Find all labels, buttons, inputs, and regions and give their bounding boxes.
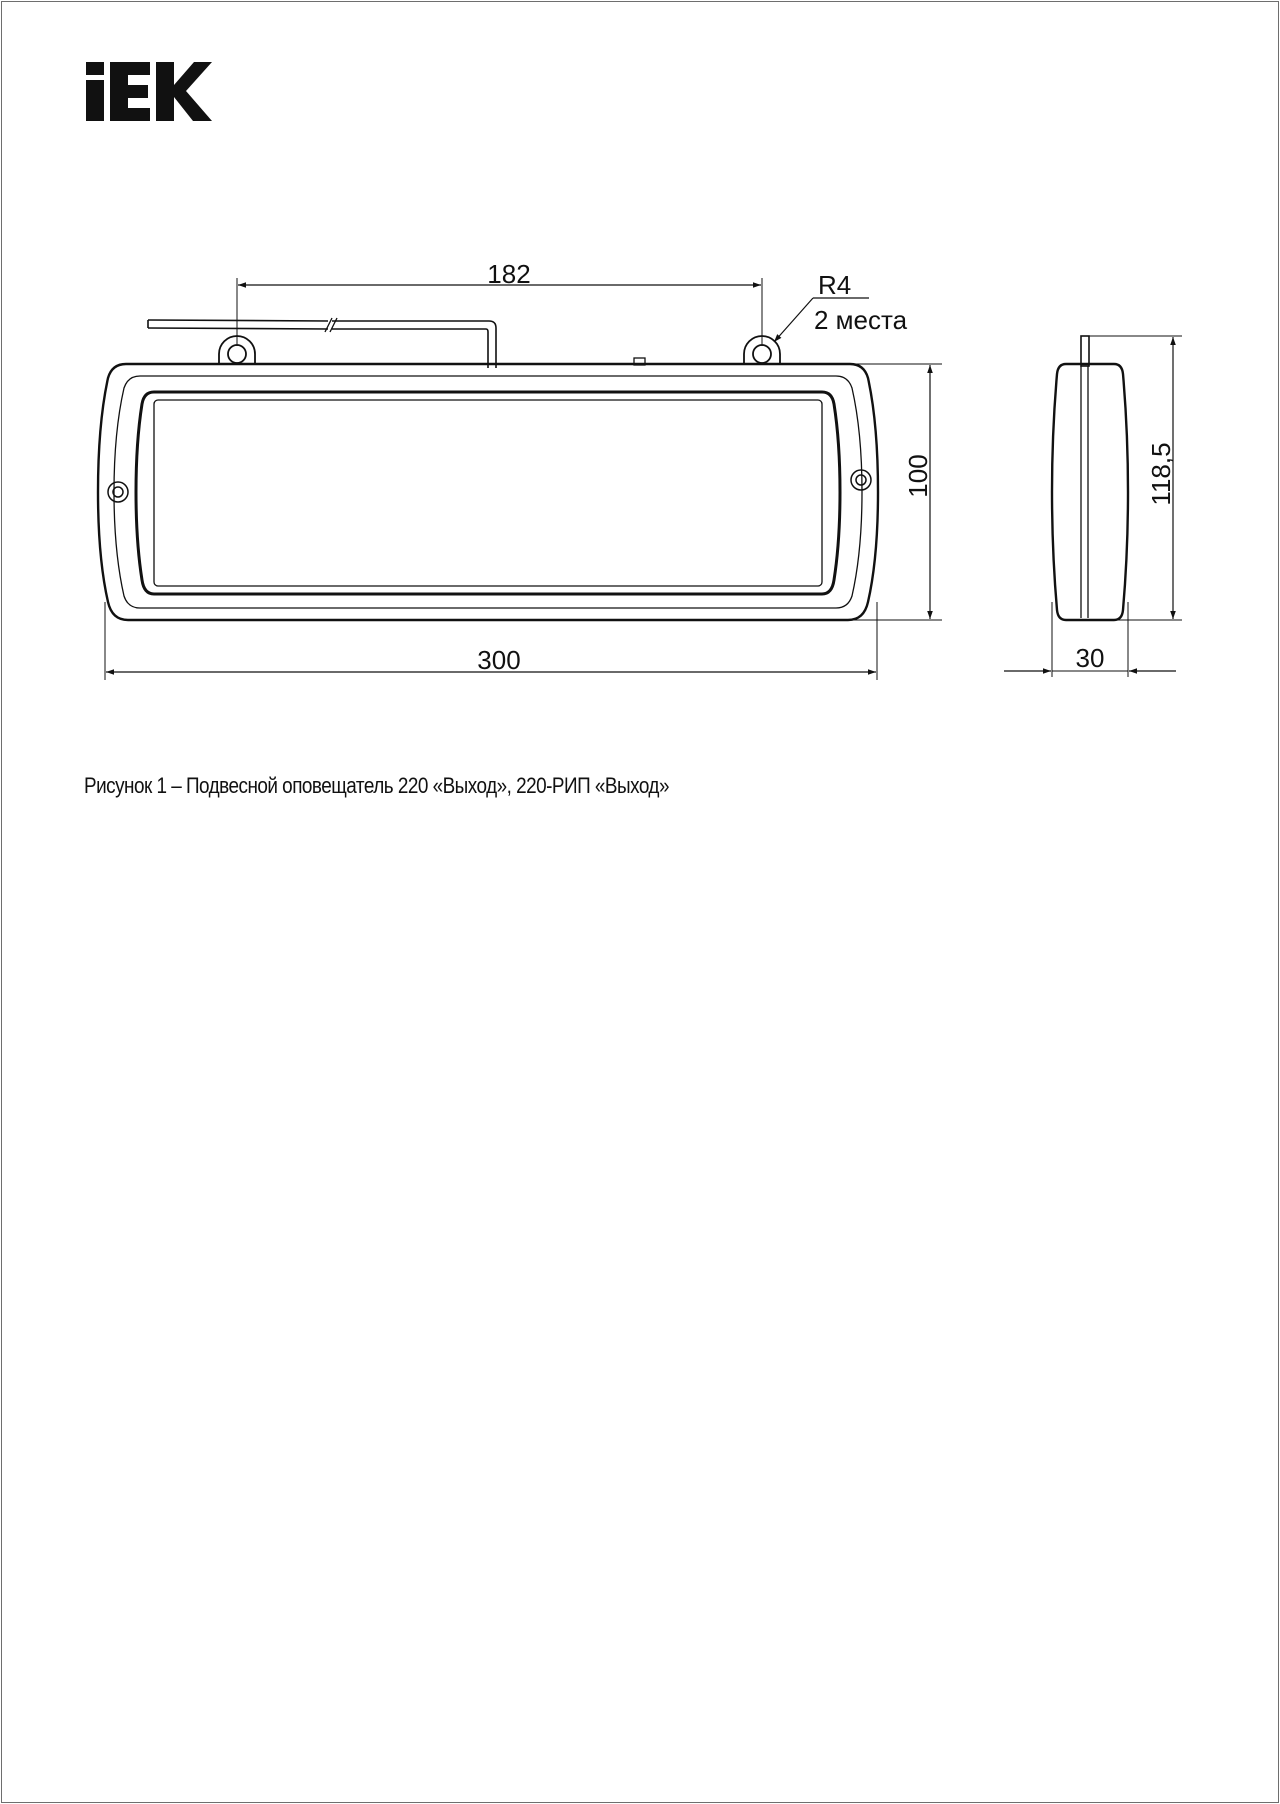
height-label: 100 <box>903 454 933 498</box>
lug-spacing-label: 182 <box>487 259 531 289</box>
dimension-depth <box>1004 602 1176 677</box>
side-wire <box>1081 336 1089 366</box>
radius-note <box>774 270 908 342</box>
figure-caption: Рисунок 1 – Подвесной оповещатель 220 «Выход», 220-РИП «Выход» <box>84 773 669 798</box>
document-page <box>1 1 1279 1803</box>
screw-left <box>108 482 128 502</box>
side-housing <box>1052 364 1128 620</box>
iek-logo <box>86 62 212 121</box>
radius-count-label: 2 места <box>814 305 908 335</box>
width-label: 300 <box>477 645 521 675</box>
technical-drawing <box>2 242 1280 702</box>
radius-label: R4 <box>818 270 852 300</box>
side-height-label: 118,5 <box>1146 442 1176 506</box>
supply-wire <box>148 318 496 368</box>
dimension-height <box>852 364 942 620</box>
screw-right <box>851 470 871 490</box>
housing-outline <box>98 364 878 620</box>
side-view <box>1052 336 1128 620</box>
dimension-width <box>105 602 877 680</box>
dimension-side-height <box>1089 336 1182 620</box>
dimension-lug-spacing <box>237 259 762 346</box>
display-window <box>136 392 840 594</box>
front-view <box>98 318 878 620</box>
depth-label: 30 <box>1075 643 1105 673</box>
